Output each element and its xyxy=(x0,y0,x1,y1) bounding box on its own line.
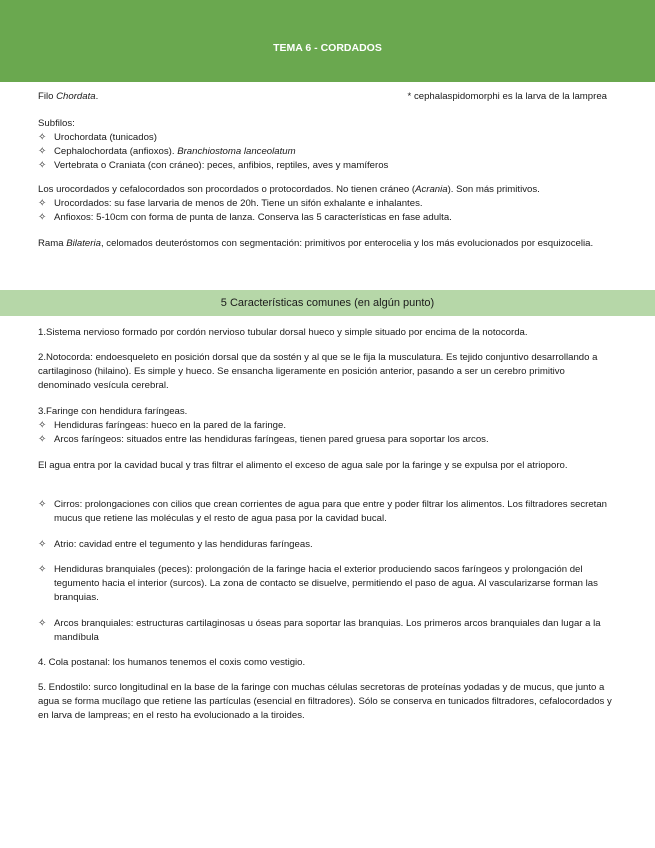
list-item xyxy=(38,145,618,159)
diamond-star-icon: ✧ xyxy=(38,539,47,550)
list-item-text: Urocordados: su fase larvaria de menos de 20h. Tiene un sifón exhalante e inhalantes. xyxy=(54,198,423,209)
diamond-star-icon: ✧ xyxy=(38,420,47,431)
diamond-star-icon: ✧ xyxy=(38,212,47,223)
page-header xyxy=(0,0,655,82)
diamond-star-icon: ✧ xyxy=(38,132,47,143)
faringe-block xyxy=(38,405,618,447)
section-heading xyxy=(0,290,655,316)
diamond-star-icon: ✧ xyxy=(38,499,47,510)
diamond-star-icon: ✧ xyxy=(38,198,47,209)
faringe-heading: 3.Faringe con hendidura faríngeas. xyxy=(38,406,188,417)
procordados-text-a: Los urocordados y cefalocordados son procordados o protocordados. No tienen cráneo ( xyxy=(38,184,416,195)
list-item xyxy=(38,538,618,552)
diamond-star-icon: ✧ xyxy=(38,564,47,575)
list-item-text: Cephalochordata (anfioxos). xyxy=(54,146,178,157)
rama-paragraph xyxy=(38,237,618,251)
list-item xyxy=(38,419,618,433)
list-item xyxy=(38,617,618,645)
diamond-star-icon: ✧ xyxy=(38,434,47,445)
p2: 2.Notocorda: endoesqueleto en posición dorsal que da sostén y al que se le fija la musculatura. Es tejido conjuntivo desarrollando a cartilaginoso (hilaino). Es simple y hueco. Se ensancha ligeramente en posición anterior, pasando a ser un cerebro primitivo denominado vesícula cerebral. xyxy=(38,352,598,391)
list-item xyxy=(38,433,618,447)
section-title: 5 Características comunes (en algún punto) xyxy=(220,297,435,309)
list-item-text: Cirros: prolongaciones con cilios que crean corrientes de agua para que entre y poder filtrar los alimentos. Los filtradores secretan mucus que retiene las moléculas y el resto de agua pasa por la cavidad bucal. xyxy=(54,499,607,524)
rama-text-b: , celomados deuteróstomos con segmentación: primitivos por enterocelia y los más evolucionados por esquizocelia. xyxy=(100,238,594,249)
subfilos-label: Subfilos: xyxy=(38,118,75,129)
p1: 1.Sistema nervioso formado por cordón nervioso tubular dorsal hueco y simple situado por encima de la notocorda. xyxy=(38,327,528,338)
procordados-block xyxy=(38,183,618,225)
diamond-star-icon: ✧ xyxy=(38,160,47,171)
filo-suffix: . xyxy=(95,91,99,102)
procordados-text-b: ). Son más primitivos. xyxy=(447,184,540,195)
filo-name: Chordata xyxy=(56,91,96,102)
list-item-text: Arcos branquiales: estructuras cartilaginosas u óseas para soportar las branquias. Los primeros arcos branquiales dan lugar a la mandíbula xyxy=(54,618,601,643)
subfilos-block xyxy=(38,117,618,173)
list-item-text: Atrio: cavidad entre el tegumento y las hendiduras faríngeas. xyxy=(54,539,313,550)
list-item xyxy=(38,131,618,145)
procordados-paragraph xyxy=(38,183,618,197)
list-item xyxy=(38,563,618,605)
diamond-star-icon: ✧ xyxy=(38,146,47,157)
list-item xyxy=(38,197,618,211)
p6: 5. Endostilo: surco longitudinal en la base de la faringe con muchas células secretoras de proteínas yodadas y de mucus, que junto a agua se forma mucílago que retiene las partículas (esencial en filtradores). Sólo se conserva en tunicados filtradores, cefalocordados y en larva de lampreas; en el resto ha evolucionado a la tiroides. xyxy=(38,682,612,721)
list-item-text: Urochordata (tunicados) xyxy=(54,132,157,143)
p4: El agua entra por la cavidad bucal y tras filtrar el alimento el exceso de agua sale por la faringe y se expulsa por el atrioporo. xyxy=(38,460,568,471)
list-item-text: Hendiduras faríngeas: hueco en la pared de la faringe. xyxy=(54,420,287,431)
bilateria-term: Bilateria xyxy=(66,238,101,249)
p5: 4. Cola postanal: los humanos tenemos el coxis como vestigio. xyxy=(38,657,306,668)
list-item xyxy=(38,211,618,225)
acrania-term: Acrania xyxy=(415,184,448,195)
list-item-text: Vertebrata o Craniata (con cráneo): peces, anfibios, reptiles, aves y mamíferos xyxy=(54,160,389,171)
list-item-text: Anfioxos: 5-10cm con forma de punta de lanza. Conserva las 5 características en fase adulta. xyxy=(54,212,452,223)
list-item-text: Arcos faríngeos: situados entre las hendiduras faríngeas, tienen pared gruesa para soportar los arcos. xyxy=(54,434,489,445)
diamond-star-icon: ✧ xyxy=(38,618,47,629)
filo-prefix: Filo xyxy=(38,91,57,102)
lamprea-note: * cephalaspidomorphi es la larva de la lamprea xyxy=(407,91,607,102)
species-name: Branchiostoma lanceolatum xyxy=(177,146,296,157)
list-item-text: Hendiduras branquiales (peces): prolongación de la faringe hacia el exterior produciendo sacos faríngeos y prolongación del tegumento hacia el interior (surcos). La zona de contacto se disuelve, permitiendo el paso de agua. Al vascularizarse forman las branquias. xyxy=(54,564,598,603)
page-title: TEMA 6 - CORDADOS xyxy=(273,42,382,54)
list-item xyxy=(38,159,618,173)
rama-text-a: Rama xyxy=(38,238,67,249)
list-item xyxy=(38,498,618,526)
